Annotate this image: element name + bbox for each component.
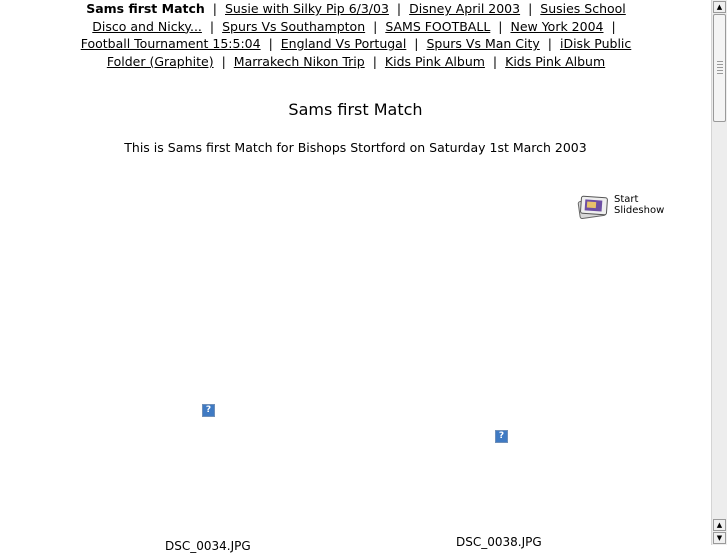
album-nav bbox=[70, 0, 642, 70]
nav-album-link[interactable]: Marrakech Nikon Trip bbox=[233, 53, 365, 69]
nav-separator: | bbox=[547, 36, 552, 52]
nav-separator: | bbox=[396, 1, 402, 16]
nav-separator: | bbox=[498, 18, 503, 34]
nav-separator: | bbox=[611, 18, 616, 34]
page-description: This is Sams first Match for Bishops Stortford on Saturday 1st March 2003 bbox=[124, 140, 587, 155]
nav-separator: | bbox=[268, 36, 273, 52]
scroll-up-lower-button[interactable]: ▲ bbox=[713, 519, 726, 531]
photo-caption: DSC_0034.JPG bbox=[165, 539, 251, 553]
nav-album-link[interactable]: Susies School Disco and Nicky... bbox=[92, 1, 626, 34]
nav-separator: | bbox=[212, 1, 218, 16]
scroll-down-button[interactable]: ▼ bbox=[713, 532, 726, 544]
nav-album-link[interactable]: iDisk Public Folder (Graphite) bbox=[106, 36, 632, 69]
nav-separator: | bbox=[528, 1, 533, 16]
nav-album-link[interactable]: Kids Pink Album bbox=[384, 53, 485, 69]
nav-album-link[interactable]: England Vs Portugal bbox=[280, 36, 407, 52]
nav-separator: | bbox=[209, 18, 215, 34]
photo-thumbnail[interactable]: ? bbox=[202, 404, 215, 417]
nav-album-link[interactable]: Football Tournament 15:5:04 bbox=[80, 36, 261, 52]
vertical-scrollbar[interactable] bbox=[711, 0, 727, 545]
photo-thumbnail[interactable]: ? bbox=[495, 430, 508, 443]
slideshow-icon bbox=[577, 192, 611, 220]
nav-album-link[interactable]: Kids Pink Album bbox=[505, 53, 606, 69]
nav-album-link[interactable]: Disney April 2003 bbox=[409, 1, 521, 16]
scroll-thumb[interactable] bbox=[713, 14, 726, 122]
nav-album-link[interactable]: Spurs Vs Man City bbox=[426, 36, 540, 52]
nav-separator: | bbox=[221, 53, 226, 69]
photo-caption: DSC_0038.JPG bbox=[456, 535, 542, 549]
scroll-grip bbox=[717, 61, 723, 75]
start-slideshow-button[interactable] bbox=[577, 192, 677, 222]
page-title: Sams first Match bbox=[288, 100, 423, 119]
scroll-up-button[interactable]: ▲ bbox=[713, 1, 726, 13]
nav-album-link[interactable]: Spurs Vs Southampton bbox=[222, 18, 366, 34]
nav-current-album: Sams first Match bbox=[86, 1, 205, 16]
nav-album-link[interactable]: New York 2004 bbox=[510, 18, 604, 34]
nav-album-link[interactable]: Susie with Silky Pip 6/3/03 bbox=[225, 1, 389, 16]
nav-separator: | bbox=[372, 53, 377, 69]
nav-album-link[interactable]: SAMS FOOTBALL bbox=[385, 18, 491, 34]
nav-separator: | bbox=[414, 36, 419, 52]
nav-separator: | bbox=[492, 53, 498, 69]
start-slideshow-label: Start Slideshow bbox=[614, 194, 665, 216]
nav-separator: | bbox=[373, 18, 378, 34]
